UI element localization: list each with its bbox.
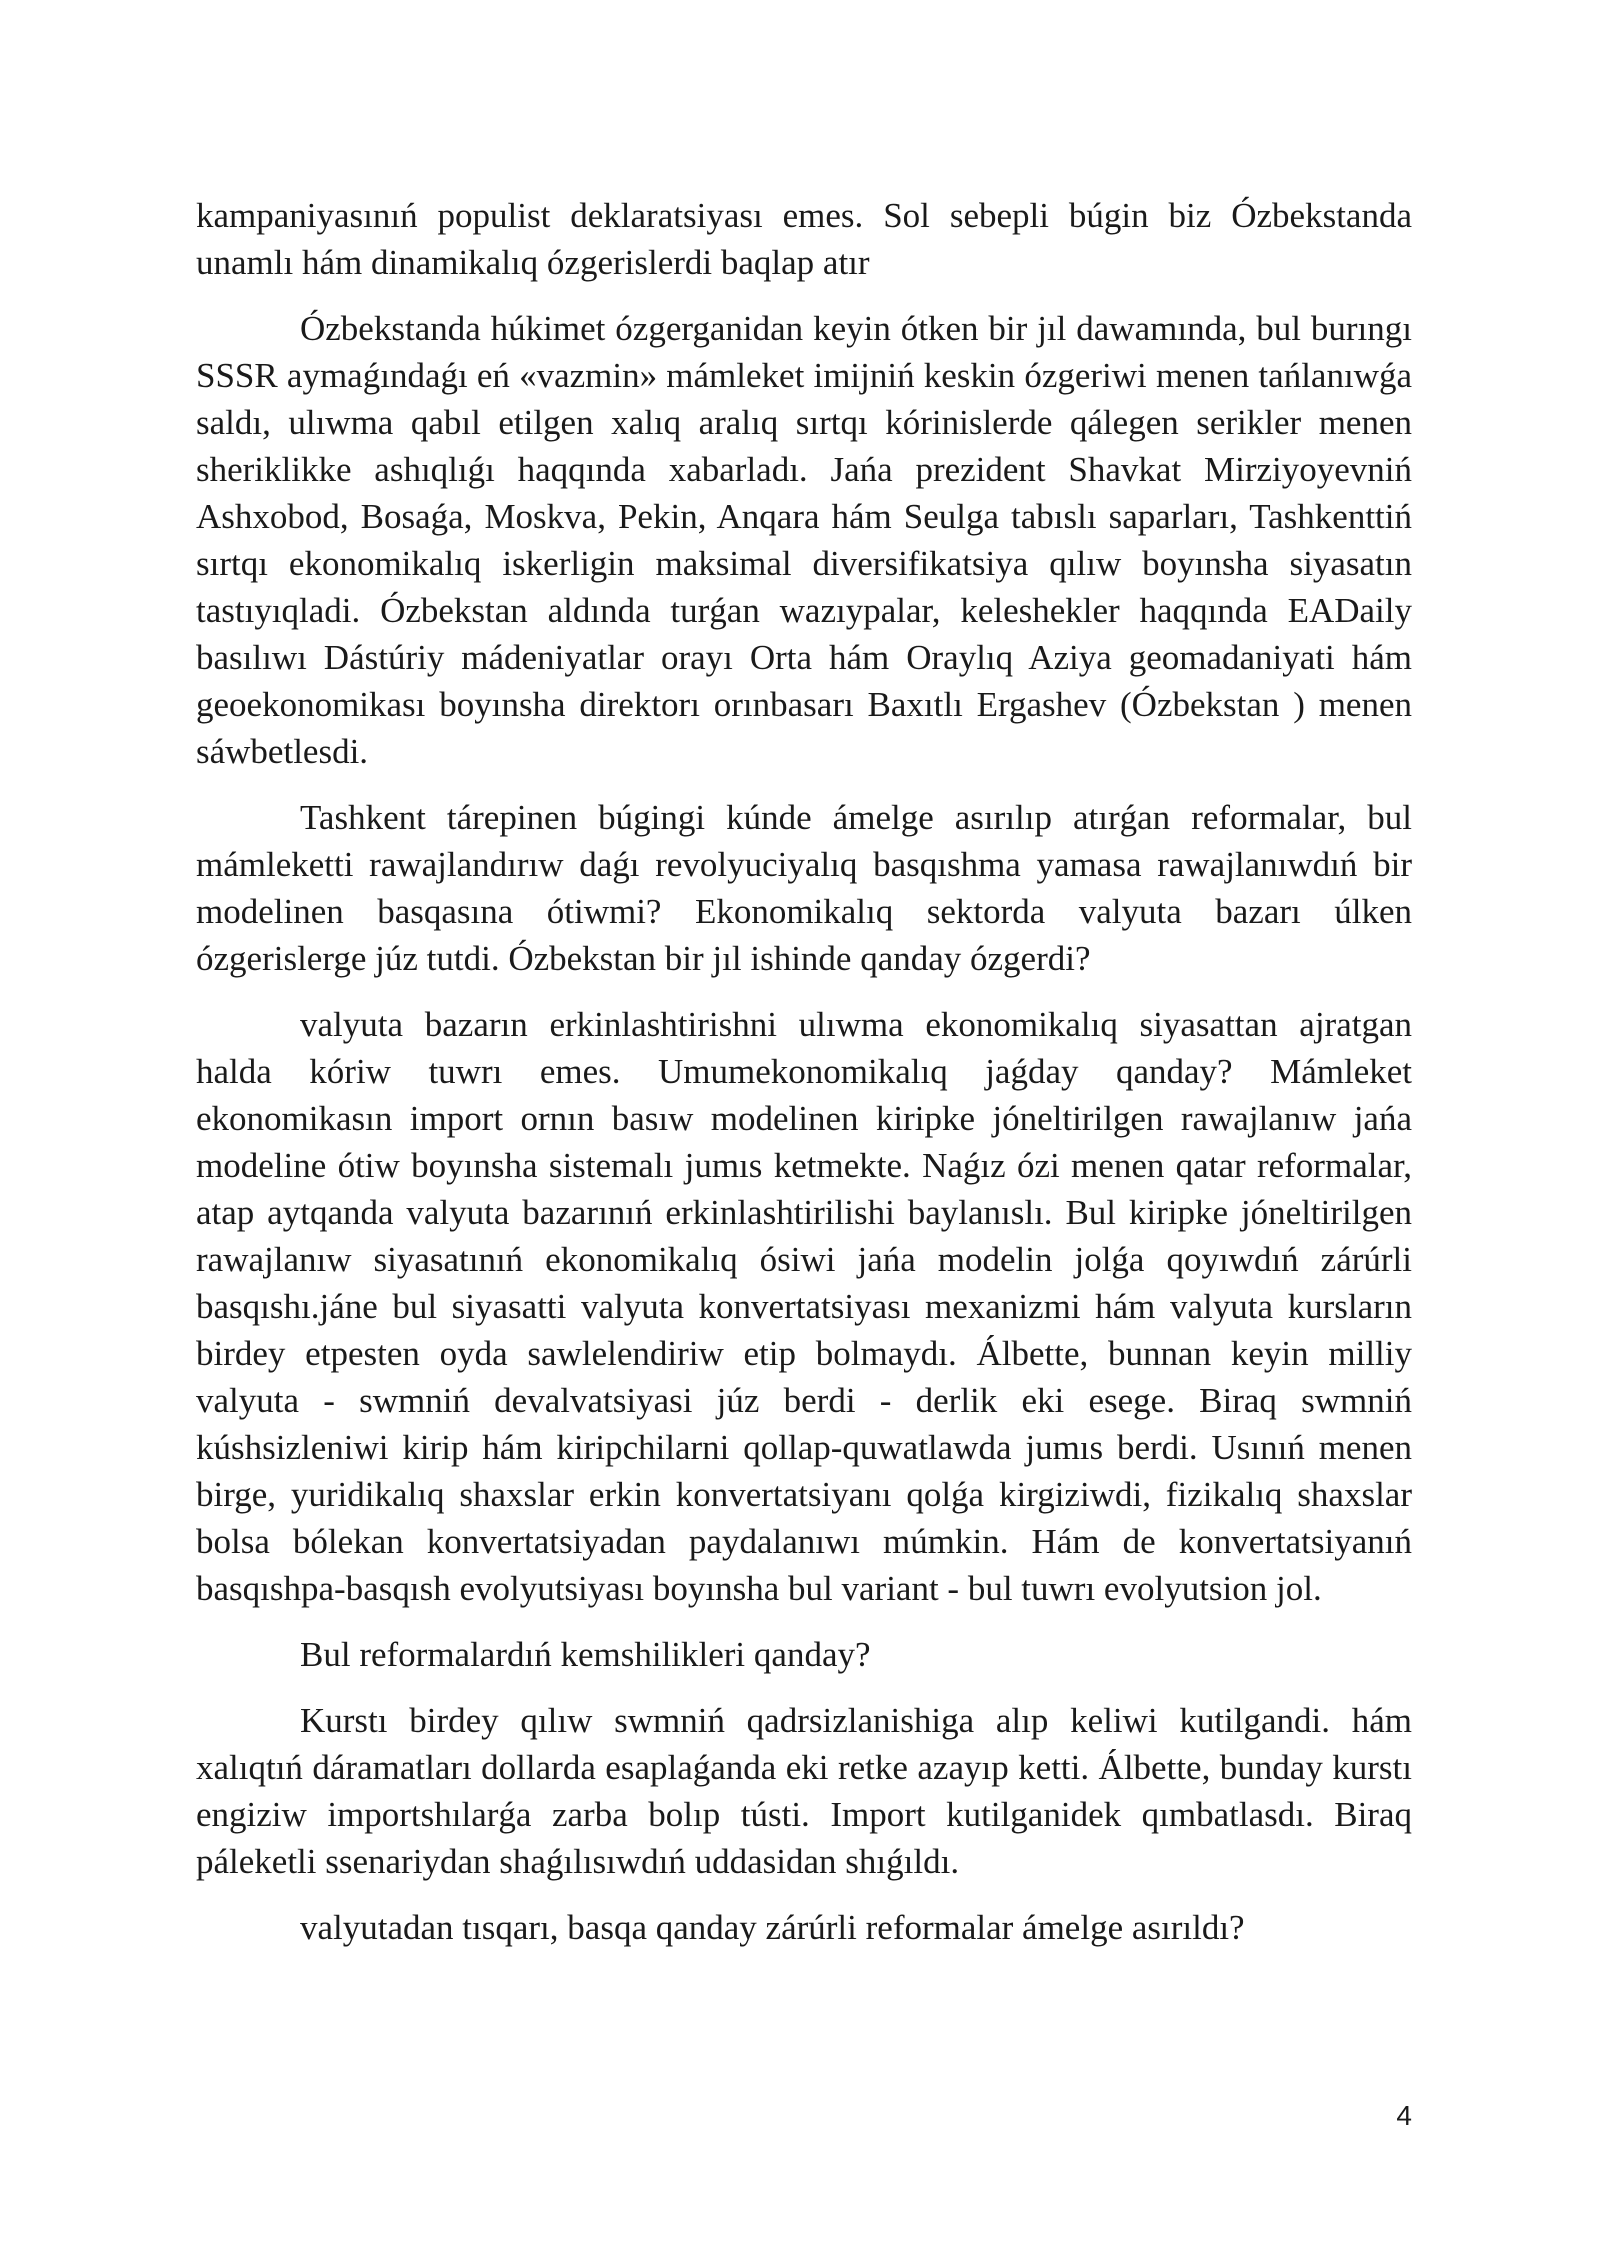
paragraph-shortcomings-question: Bul reformalardıń kemshilikleri qanday?	[300, 1635, 871, 1674]
paragraph-other-reforms-question: valyutadan tısqarı, basqa qanday zárúrli reformalar ámelge asırıldı?	[300, 1908, 1245, 1947]
page-number: 4	[1396, 2100, 1412, 2131]
paragraph-government-change: Ózbekstanda húkimet ózgerganidan keyin ótken bir jıl dawamında, bul burıngı SSSR aymaǵındaǵı eń «vazmin» mámleket imijniń keskin ózgeriwi menen tańlanıwǵa saldı, ulıwma qabıl etilgen xalıq aralıq sırtqı kórinislerde qálegen serikler menen sheriklikke ashıqlıǵı haqqında xabarladı. Jańa prezident Shavkat Mirziyoyevniń Ashxobod, Bosaǵa, Moskva, Pekin, Anqara hám Seulga tabıslı saparları, Tashkenttiń sırtqı ekonomikalıq iskerligin maksimal diversifikatsiya qılıw boyınsha siyasatın tastıyıqladi. Ózbekstan aldında turǵan wazıypalar, keleshekler haqqında EADaily basılıwı Dástúriy mádeniyatlar orayı Orta hám Oraylıq Aziya geomadaniyati hám geoekonomikası boyınsha direktorı orınbasarı Baxıtlı Ergashev (Ózbekstan ) menen sáwbetlesdi.	[196, 309, 1412, 771]
document-page	[196, 192, 1412, 1970]
paragraph-continued: kampaniyasınıń populist deklaratsiyası emes. Sol sebepli búgin biz Ózbekstanda unamlı hám dinamikalıq ózgerislerdi baqlap atır	[196, 196, 1412, 282]
paragraph-currency-market: valyuta bazarın erkinlashtirishni ulıwma ekonomikalıq siyasattan ajratgan halda kóriw tuwrı emes. Umumekonomikalıq jaǵday qanday? Mámleket ekonomikasın import ornın basıw modelinen kiripke jóneltirilgen rawajlanıw jańa modeline ótiw boyınsha sistemalı jumıs ketmekte. Naǵız ózi menen qatar reformalar, atap aytqanda valyuta bazarınıń erkinlashtirilishi baylanıslı. Bul kiripke jóneltirilgen rawajlanıw siyasatınıń ekonomikalıq ósiwi jańa modelin jolǵa qoyıwdıń zárúrli basqıshı.jáne bul siyasatti valyuta konvertatsiyası mexanizmi hám valyuta kursların birdey etpesten oyda sawlelendiriw etip bolmaydı. Álbette, bunnan keyin milliy valyuta - swmniń devalvatsiyasi júz berdi - derlik eki esege. Biraq swmniń kúshsizleniwi kirip hám kiripchilarni qollap-quwatlawda jumıs berdi. Usınıń menen birge, yuridikalıq shaxslar erkin konvertatsiyanı qolǵa kirgiziwdi, fizikalıq shaxslar bolsa bólekan konvertatsiyadan paydalanıwı múmkin. Hám de konvertatsiyanıń basqıshpa-basqısh evolyutsiyası boyınsha bul variant - bul tuwrı evolyutsion jol.	[196, 1005, 1412, 1608]
paragraph-reforms-question: Tashkent tárepinen búgingi kúnde ámelge asırılıp atırǵan reformalar, bul mámleketti rawajlandırıw daǵı revolyuciyalıq basqıshma yamasa rawajlanıwdıń bir modelinen basqasına ótiwmi? Ekonomikalıq sektorda valyuta bazarı úlken ózgerislerge júz tutdi. Ózbekstan bir jıl ishinde qanday ózgerdi?	[196, 798, 1412, 978]
paragraph-exchange-rate: Kurstı birdey qılıw swmniń qadrsizlanishiga alıp keliwi kutilgandi. hám xalıqtıń dáramatları dollarda esaplaǵanda eki retke azayıp ketti. Álbette, bunday kurstı engiziw importshılarǵa zarba bolıp tústi. Import kutilganidek qımbatlasdı. Biraq páleketli ssenariydan shaǵılısıwdıń uddasidan shıǵıldı.	[196, 1701, 1412, 1881]
